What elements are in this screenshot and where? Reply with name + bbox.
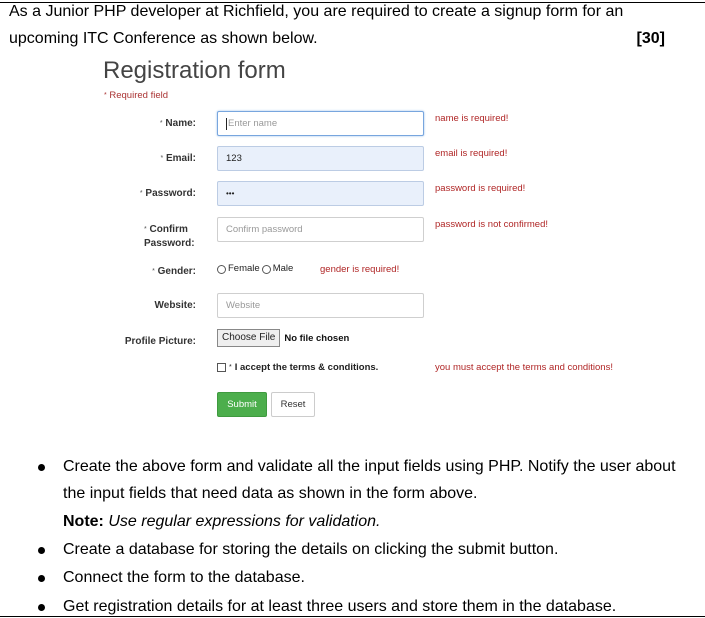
name-label [150, 117, 196, 131]
website-label: Website: [154, 300, 196, 311]
gender-error: gender is required! [320, 264, 400, 275]
gender-options [217, 263, 293, 275]
terms-label: I accept the terms & conditions. [234, 362, 379, 373]
required-star: * [104, 92, 107, 99]
password-value: ••• [226, 189, 235, 198]
female-label: Female [228, 263, 260, 274]
note [63, 511, 380, 533]
confirm-password-input[interactable] [217, 217, 424, 242]
password-error: password is required! [435, 183, 526, 194]
task-3: Connect the form to the database. [63, 569, 305, 586]
confirm-error: password is not confirmed! [435, 219, 548, 230]
gender-star: * [152, 268, 155, 275]
email-value: 123 [226, 153, 242, 164]
website-input[interactable] [217, 293, 424, 318]
confirm-label-line1: Confirm [149, 224, 188, 235]
bullet-2 [38, 547, 45, 554]
task-1-line-2: the input fields that need data as shown in the form above. [63, 485, 478, 502]
bottom-rule [0, 616, 705, 617]
name-input[interactable] [217, 111, 424, 136]
task-4: Get registration details for at least three users and store them in the database. [63, 598, 617, 615]
name-placeholder: Enter name [228, 118, 278, 129]
password-star: * [139, 190, 143, 197]
reset-button[interactable]: Reset [271, 392, 315, 417]
password-label-text: Password: [145, 188, 196, 199]
note-text: Use regular expressions for validation. [108, 513, 381, 530]
required-note [104, 90, 168, 102]
marks-label: [30] [636, 30, 665, 47]
gender-label [140, 265, 196, 279]
confirm-placeholder: Confirm password [226, 224, 303, 235]
intro-line-1: As a Junior PHP developer at Richfield, you are required to create a signup form for an [9, 3, 624, 20]
terms-checkbox[interactable] [217, 363, 226, 372]
submit-button[interactable]: Submit [217, 392, 267, 417]
password-label [130, 187, 196, 201]
confirm-star: * [144, 226, 147, 233]
choose-file-button[interactable]: Choose File [217, 329, 280, 347]
male-radio[interactable] [262, 265, 271, 274]
terms-error: you must accept the terms and conditions! [435, 362, 613, 373]
note-label: Note: [63, 513, 104, 530]
female-radio[interactable] [217, 265, 226, 274]
male-label: Male [272, 263, 294, 274]
name-label-text: Name: [165, 118, 196, 129]
email-label-text: Email: [165, 153, 196, 164]
name-star: * [159, 120, 163, 127]
website-placeholder: Website [226, 300, 261, 311]
bullet-4 [38, 604, 45, 611]
gender-label-text: Gender: [157, 266, 196, 277]
file-picker [217, 329, 349, 347]
email-input[interactable] [217, 146, 424, 171]
password-input[interactable] [217, 181, 424, 206]
email-label [150, 152, 196, 166]
task-2: Create a database for storing the details on clicking the submit button. [63, 541, 559, 558]
file-status: No file chosen [284, 332, 350, 344]
bullet-3 [38, 575, 45, 582]
email-star: * [160, 155, 164, 162]
terms-row [217, 362, 378, 373]
confirm-label-line2: Password: [144, 238, 195, 249]
required-note-text: Required field [109, 90, 168, 101]
terms-star: * [229, 364, 232, 371]
form-title: Registration form [103, 57, 286, 84]
intro-line-2: upcoming ITC Conference as shown below. [9, 30, 318, 47]
name-error: name is required! [435, 113, 509, 124]
profile-picture-label: Profile Picture: [124, 336, 196, 347]
email-error: email is required! [435, 148, 508, 159]
bullet-1 [38, 464, 45, 471]
task-1-line-1: Create the above form and validate all the input fields using PHP. Notify the user about [63, 458, 676, 475]
text-caret [226, 118, 227, 130]
confirm-password-label [130, 223, 196, 251]
